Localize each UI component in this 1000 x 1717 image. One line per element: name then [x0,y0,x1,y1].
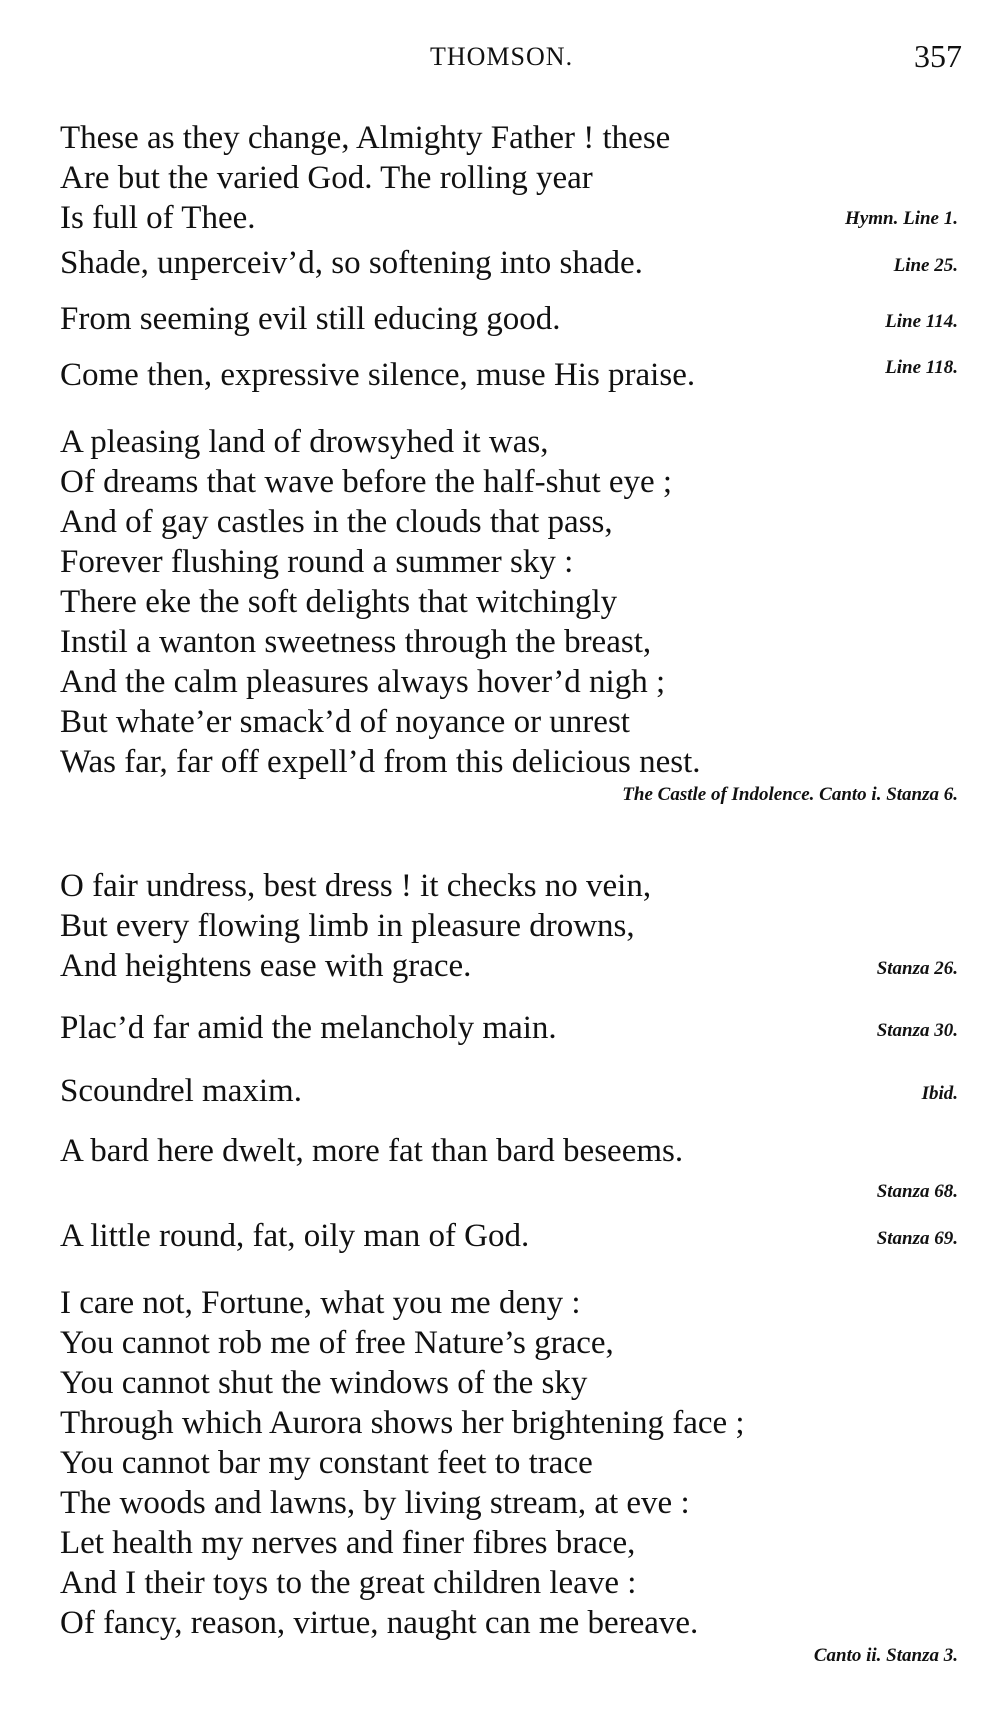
quote-canto-ii-stanza-3 [60,1283,958,1669]
verse-line: Let health my nerves and finer fibres brace, [60,1525,636,1561]
quote-castle-stanza-6 [60,422,958,808]
verse-line: A bard here dwelt, more fat than bard beseems. [60,1133,684,1169]
verse-line: Instil a wanton sweetness through the breast, [60,624,652,660]
citation: Canto ii. Stanza 3. [813,1645,958,1666]
citation: Stanza 30. [876,1020,958,1041]
verse-line: These as they change, Almighty Father ! these [60,120,671,156]
quote-stanza-69 [60,1216,958,1256]
verse-line: The woods and lawns, by living stream, at eve : [60,1485,690,1521]
citation: Hymn. Line 1. [845,208,958,229]
citation: Ibid. [921,1083,958,1104]
verse-line: You cannot rob me of free Nature’s grace, [60,1325,614,1361]
verse-line: Scoundrel maxim. [60,1073,302,1109]
citation: Stanza 68. [876,1181,958,1202]
citation: Line 114. [885,311,958,332]
verse-line: Shade, unperceiv’d, so softening into shade. [60,245,643,281]
quote-ibid [60,1071,958,1111]
verse-line: You cannot bar my constant feet to trace [60,1445,593,1481]
verse-line: From seeming evil still educing good. [60,301,561,337]
verse-line: I care not, Fortune, what you me deny : [60,1285,581,1321]
verse-line: But every flowing limb in pleasure drowns, [60,908,635,944]
quote-hymn [60,118,958,238]
verse-line: Come then, expressive silence, muse His praise. [60,357,696,393]
verse-line: Forever flushing round a summer sky : [60,544,574,580]
running-head: THOMSON. [430,42,574,71]
verse-line: And heightens ease with grace. [60,948,472,984]
verse-line: Of dreams that wave before the half-shut eye ; [60,464,673,500]
quote-stanza-26 [60,866,958,986]
verse-line: A little round, fat, oily man of God. [60,1218,530,1254]
quote-stanza-68 [60,1131,958,1205]
verse-line: And of gay castles in the clouds that pass, [60,504,613,540]
verse-line: And I their toys to the great children leave : [60,1565,637,1601]
citation: Line 118. [885,357,958,378]
quote-line-118 [60,355,958,395]
page-header [0,38,1000,78]
verse-line: O fair undress, best dress ! it checks no vein, [60,868,652,904]
verse-line: But whate’er smack’d of noyance or unrest [60,704,630,740]
verse-line: Plac’d far amid the melancholy main. [60,1010,557,1046]
quote-line-25 [60,243,958,283]
citation: Line 25. [893,255,958,276]
page-number: 357 [914,38,962,74]
verse-line: A pleasing land of drowsyhed it was, [60,424,549,460]
verse-line: Is full of Thee. [60,200,256,236]
verse-line: There eke the soft delights that witchingly [60,584,618,620]
verse-line: Are but the varied God. The rolling year [60,160,593,196]
quote-line-114 [60,299,958,339]
verse-line: Was far, far off expell’d from this delicious nest. [60,744,701,780]
citation: The Castle of Indolence. Canto i. Stanza 6. [622,784,958,805]
citation: Stanza 26. [876,958,958,979]
verse-line: Of fancy, reason, virtue, naught can me bereave. [60,1605,699,1641]
citation: Stanza 69. [876,1228,958,1249]
verse-line: Through which Aurora shows her brightening face ; [60,1405,745,1441]
quote-stanza-30 [60,1008,958,1048]
verse-line: You cannot shut the windows of the sky [60,1365,588,1401]
verse-line: And the calm pleasures always hover’d nigh ; [60,664,666,700]
